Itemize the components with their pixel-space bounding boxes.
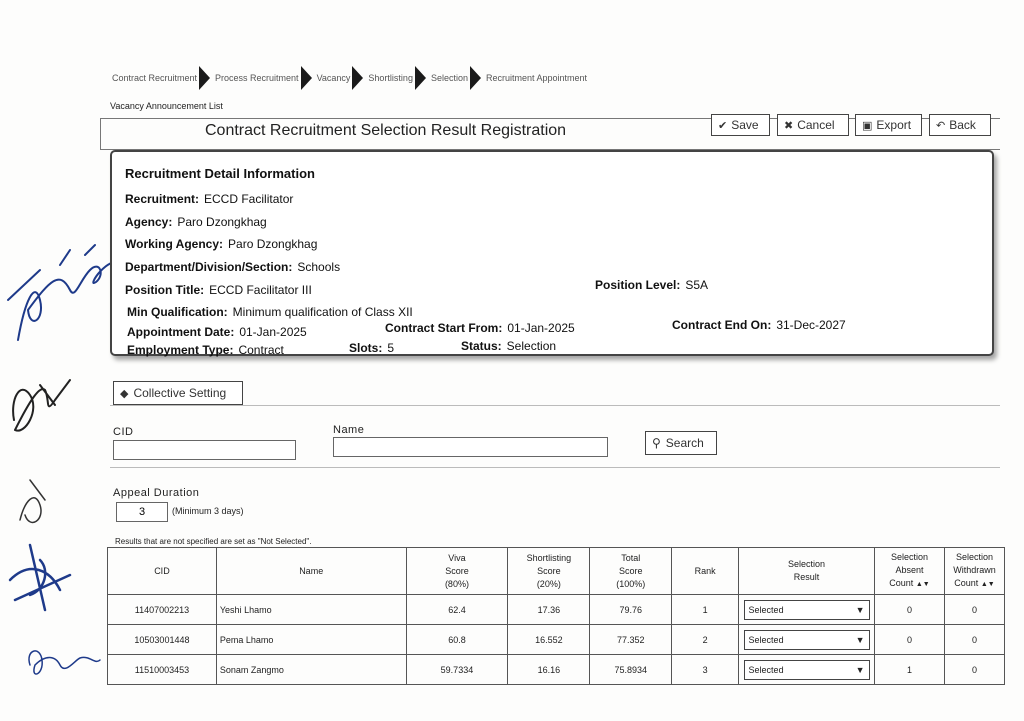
divider [110, 405, 1000, 406]
table-row [108, 595, 1005, 625]
chevron-right-icon [352, 66, 363, 90]
recruitment-detail-title: Recruitment Detail Information [125, 166, 315, 181]
vacancy-announcement-list-link[interactable]: Vacancy Announcement List [110, 101, 223, 111]
cell-rank: 2 [672, 625, 739, 655]
handwritten-signatures [0, 0, 110, 721]
sort-icon[interactable]: ▲▼ [980, 581, 995, 588]
cid-input[interactable] [113, 440, 296, 460]
cell-viva: 62.4 [406, 595, 508, 625]
appointment-date-row: Appointment Date: 01-Jan-2025 [127, 325, 307, 339]
cell-name: Sonam Zangmo [216, 655, 406, 685]
wizard-step-selection[interactable]: Selection [430, 73, 468, 83]
col-header-total: Total Score (100%) [590, 548, 672, 595]
cell-total: 75.8934 [590, 655, 672, 685]
search-icon: ⚲ [652, 436, 661, 450]
caret-down-icon: ▼ [855, 664, 865, 675]
export-file-icon: ▣ [862, 119, 873, 132]
cell-total: 77.352 [590, 625, 672, 655]
signature-mark [29, 651, 100, 674]
position-title-row: Position Title: ECCD Facilitator III [125, 283, 312, 297]
cell-total: 79.76 [590, 595, 672, 625]
table-header-row [108, 548, 1005, 595]
name-input[interactable] [333, 437, 608, 457]
col-header-rank: Rank [672, 548, 739, 595]
tag-icon: ◆ [120, 387, 129, 400]
cell-rank: 1 [672, 595, 739, 625]
contract-start-row: Contract Start From: 01-Jan-2025 [385, 321, 575, 335]
col-header-selection-result: Selection Result [739, 548, 875, 595]
caret-down-icon: ▼ [855, 634, 865, 645]
cell-result [739, 655, 875, 685]
position-level-row: Position Level: S5A [595, 278, 709, 292]
slots-row: Slots: 5 [349, 341, 395, 355]
check-circle-icon: ✔ [718, 119, 728, 132]
cell-shortlisting: 17.36 [508, 595, 590, 625]
selection-result-dropdown[interactable]: Selected ▼ [744, 660, 870, 680]
back-arrow-icon: ↶ [936, 119, 946, 132]
chevron-right-icon [199, 66, 210, 90]
col-header-absent-count[interactable]: Selection Absent Count ▲▼ [875, 548, 945, 595]
cell-absent: 1 [875, 655, 945, 685]
page-title: Contract Recruitment Selection Result Registration [205, 122, 567, 139]
col-header-name: Name [216, 548, 406, 595]
close-icon: ✖ [784, 119, 794, 132]
chevron-right-icon [415, 66, 426, 90]
cell-shortlisting: 16.16 [508, 655, 590, 685]
wizard-step-process-recruitment[interactable]: Process Recruitment [215, 73, 299, 83]
min-qualification-row: Min Qualification: Minimum qualification of Class XII [127, 305, 413, 319]
cell-absent: 0 [875, 625, 945, 655]
wizard-step-shortlisting[interactable]: Shortlisting [368, 73, 413, 83]
selection-result-dropdown[interactable]: Selected ▼ [744, 630, 870, 650]
signature-mark [10, 545, 70, 610]
cell-shortlisting: 16.552 [508, 625, 590, 655]
col-header-shortlisting: Shortlisting Score (20%) [508, 548, 590, 595]
appeal-duration-label: Appeal Duration [113, 487, 200, 499]
search-button[interactable]: ⚲ Search [645, 431, 717, 455]
signature-mark [8, 245, 95, 300]
table-row [108, 655, 1005, 685]
working-agency-row: Working Agency: Paro Dzongkhag [125, 237, 318, 251]
cell-cid: 11407002213 [108, 595, 217, 625]
signature-mark [20, 480, 45, 522]
cell-absent: 0 [875, 595, 945, 625]
recruitment-wizard [110, 66, 589, 90]
cell-withdrawn: 0 [944, 655, 1004, 685]
cell-name: Pema Lhamo [216, 625, 406, 655]
contract-end-row: Contract End On: 31-Dec-2027 [672, 318, 846, 332]
selection-result-table [107, 547, 1005, 685]
cell-withdrawn: 0 [944, 625, 1004, 655]
appeal-duration-input[interactable] [116, 502, 168, 522]
signature-mark [13, 380, 70, 431]
cell-withdrawn: 0 [944, 595, 1004, 625]
cell-result [739, 595, 875, 625]
appeal-duration-hint: (Minimum 3 days) [172, 506, 244, 516]
table-row [108, 625, 1005, 655]
selection-result-dropdown[interactable]: Selected ▼ [744, 600, 870, 620]
wizard-step-recruitment-appointment[interactable]: Recruitment Appointment [485, 73, 588, 83]
not-selected-note: Results that are not specified are set as "Not Selected". [115, 537, 312, 546]
recruitment-row: Recruitment: ECCD Facilitator [125, 192, 294, 206]
wizard-step-contract-recruitment[interactable]: Contract Recruitment [112, 73, 198, 83]
back-button[interactable]: ↶ Back [929, 114, 991, 136]
status-row: Status: Selection [461, 339, 557, 353]
signature-mark [18, 262, 110, 340]
department-row: Department/Division/Section: Schools [125, 260, 341, 274]
col-header-withdrawn-count[interactable]: Selection Withdrawn Count ▲▼ [944, 548, 1004, 595]
collective-setting-button[interactable]: ◆ Collective Setting [113, 381, 243, 405]
save-button[interactable]: ✔ Save [711, 114, 770, 136]
divider [110, 467, 1000, 468]
sort-icon[interactable]: ▲▼ [915, 581, 930, 588]
export-button[interactable]: ▣ Export [855, 114, 922, 136]
cell-name: Yeshi Lhamo [216, 595, 406, 625]
cell-result [739, 625, 875, 655]
cell-viva: 60.8 [406, 625, 508, 655]
col-header-cid: CID [108, 548, 217, 595]
agency-row: Agency: Paro Dzongkhag [125, 215, 267, 229]
cell-rank: 3 [672, 655, 739, 685]
caret-down-icon: ▼ [855, 604, 865, 615]
cancel-button[interactable]: ✖ Cancel [777, 114, 849, 136]
name-label: Name [333, 424, 365, 436]
cell-cid: 10503001448 [108, 625, 217, 655]
cell-cid: 11510003453 [108, 655, 217, 685]
wizard-step-vacancy[interactable]: Vacancy [316, 73, 351, 83]
chevron-right-icon [470, 66, 481, 90]
cid-label: CID [113, 426, 134, 438]
col-header-viva: Viva Score (80%) [406, 548, 508, 595]
employment-type-row: Employment Type: Contract [127, 343, 284, 357]
cell-viva: 59.7334 [406, 655, 508, 685]
chevron-right-icon [301, 66, 312, 90]
